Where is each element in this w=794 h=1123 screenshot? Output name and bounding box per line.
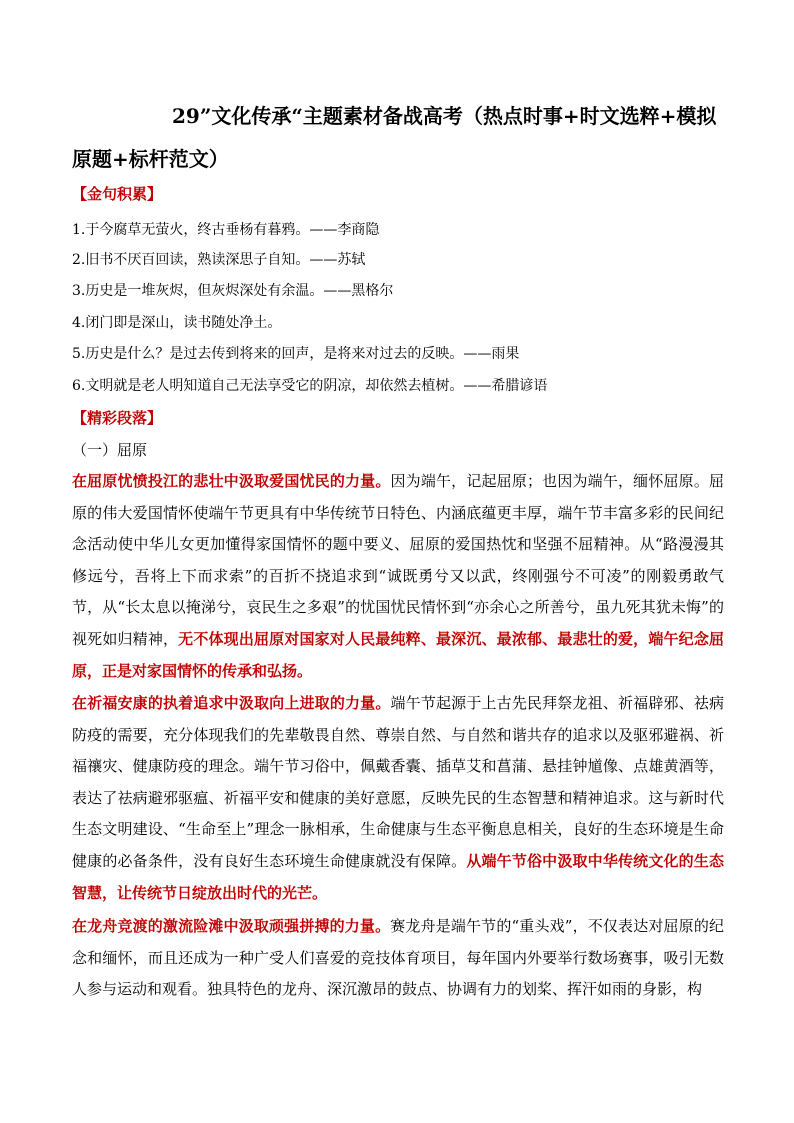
document-title-line1: 29”文化传承“主题素材备战高考（热点时事+时文选粹+模拟 (172, 104, 717, 128)
paragraph-2 (72, 688, 724, 909)
paragraph-2-lead: 在祈福安康的执着追求中汲取向上进取的力量。 (72, 694, 391, 712)
paragraph-3 (72, 911, 724, 1006)
paragraph-3-lead: 在龙舟竞渡的激流险滩中汲取顽强拼搏的力量。 (72, 917, 391, 935)
quote-4: 4.闭门即是深山，读书随处净土。 (72, 315, 282, 331)
subheading-quyuan: （一）屈原 (72, 441, 148, 459)
paragraph-2-body: 端午节起源于上古先民拜祭龙祖、祈福辟邪、祛病防疫的需要，充分体现我们的先辈敬畏自然、尊崇自然、与自然和谐共存的追求以及驱邪避祸、祈福禳灾、健康防疫的理念。端午节习俗中，佩戴香囊、插草艾和菖蒲、悬挂钟馗像、点雄黄酒等，表达了祛病避邪驱瘟、祈福平安和健康的美好意愿，反映先民的生态智慧和精神追求。这与新时代生态文明建设、“生命至上”理念一脉相承，生命健康与生态平衡息息相关，良好的生态环境是生命健康的必备条件，没有良好生态环境生命健康就没有保障。 (72, 694, 724, 870)
paragraph-3-body: 赛龙舟是端午节的“重头戏”，不仅表达对屈原的纪念和缅怀，而且还成为一种广受人们喜爱的竞技体育项目，每年国内外要举行数场赛事，吸引无数人参与运动和观看。独具特色的龙舟、深沉激昂的鼓点、协调有力的划桨、挥汗如雨的身影，构 (72, 917, 724, 999)
quote-1: 1.于今腐草无萤火，终古垂杨有暮鸦。——李商隐 (72, 222, 380, 238)
document-title-line2: 原题+标杆范文） (72, 147, 229, 171)
paragraph-1-body: 因为端午，记起屈原；也因为端午，缅怀屈原。屈原的伟大爱国情怀使端午节更具有中华传统节日特色、内涵底蕴更丰厚，端午节丰富多彩的民间纪念活动使中华儿女更加懂得家国情怀的题中要义、屈原的爱国热忱和坚强不屈精神。从“路漫漫其修远兮，吾将上下而求索”的百折不挠追求到“诚既勇兮又以武，终刚强兮不可凌”的刚毅勇敢气节，从“长太息以掩涕兮，哀民生之多艰”的忧国忧民情怀到“亦余心之所善兮，虽九死其犹未悔”的视死如归精神， (72, 472, 724, 648)
quote-3: 3.历史是一堆灰烬，但灰烬深处有余温。——黑格尔 (72, 283, 394, 299)
paragraph-1-tail: 无不体现出屈原对国家对人民最纯粹、最深沉、最浓郁、最悲壮的爱，端午纪念屈原，正是对家国情怀的传承和弘扬。 (72, 629, 724, 680)
paragraph-1 (72, 466, 724, 687)
quote-5: 5.历史是什么？是过去传到将来的回声，是将来对过去的反映。——雨果 (72, 346, 520, 362)
golden-sentences-heading: 【金句积累】 (72, 185, 163, 203)
paragraph-2-tail: 从端午节俗中汲取中华传统文化的生态智慧，让传统节日绽放出时代的光芒。 (72, 851, 724, 902)
quote-2: 2.旧书不厌百回读，熟读深思子自知。——苏轼 (72, 252, 366, 268)
paragraph-1-lead: 在屈原忧愤投江的悲壮中汲取爱国忧民的力量。 (72, 472, 391, 490)
quote-6: 6.文明就是老人明知道自己无法享受它的阴凉，却依然去植树。——希腊谚语 (72, 378, 548, 394)
paragraphs-heading: 【精彩段落】 (72, 409, 163, 427)
